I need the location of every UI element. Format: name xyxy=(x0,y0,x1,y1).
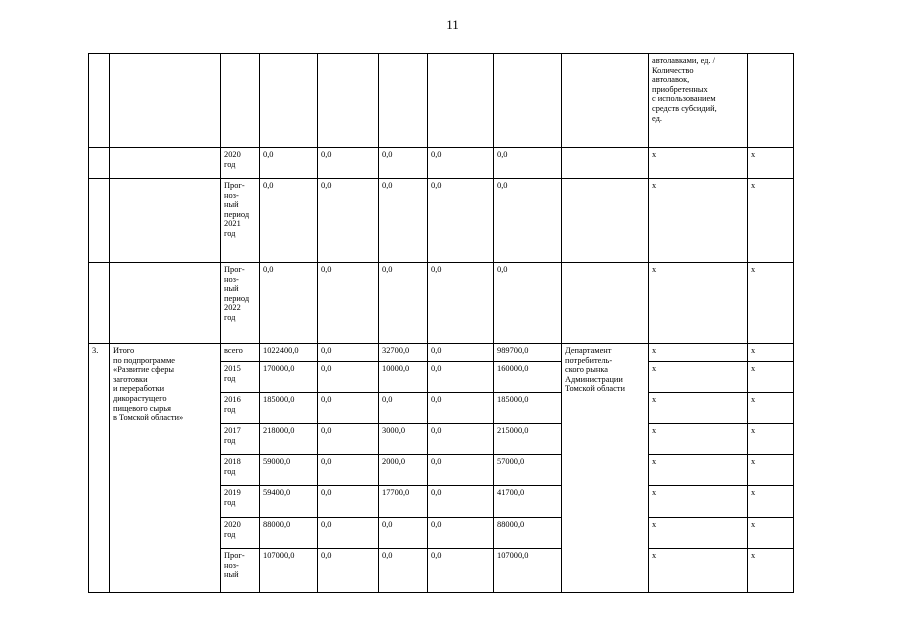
value-cell: 170000,0 xyxy=(260,362,318,393)
value-cell: 215000,0 xyxy=(494,424,562,455)
mark-cell: х xyxy=(748,424,794,455)
value-cell: 0,0 xyxy=(428,393,494,424)
indicator-cell: автолавками, ед. / Количество автолавок, приобретенных с использованием средств субсидий, ед. xyxy=(649,54,748,148)
value-cell: 0,0 xyxy=(379,549,428,593)
year-cell: 2020 год xyxy=(221,148,260,179)
mark-cell: х xyxy=(649,263,748,344)
value-cell: 0,0 xyxy=(494,148,562,179)
mark-cell: х xyxy=(649,393,748,424)
year-cell: 2019 год xyxy=(221,486,260,518)
value-cell: 3000,0 xyxy=(379,424,428,455)
mark-cell: х xyxy=(649,362,748,393)
value-cell: 0,0 xyxy=(428,518,494,549)
mark-cell: х xyxy=(748,455,794,486)
value-cell: 0,0 xyxy=(428,424,494,455)
value-cell: 0,0 xyxy=(379,148,428,179)
subprogram-name: Итого по подпрограмме «Развитие сферы заготовки и переработки дикорастущего пищевого сырья в Томской области» xyxy=(110,344,221,593)
value-cell: 0,0 xyxy=(318,148,379,179)
mark-cell: х xyxy=(649,486,748,518)
table-row xyxy=(89,54,794,148)
value-cell: 107000,0 xyxy=(494,549,562,593)
mark-cell: х xyxy=(748,549,794,593)
value-cell: 185000,0 xyxy=(494,393,562,424)
year-cell: 2017 год xyxy=(221,424,260,455)
mark-cell: х xyxy=(748,179,794,263)
value-cell: 989700,0 xyxy=(494,344,562,362)
mark-cell: х xyxy=(748,148,794,179)
table-row xyxy=(89,263,794,344)
executor-cell xyxy=(562,54,649,148)
year-cell: Прог- ноз- ный период 2022 год xyxy=(221,263,260,344)
value-cell: 0,0 xyxy=(428,263,494,344)
value-cell: 0,0 xyxy=(494,263,562,344)
value-cell: 218000,0 xyxy=(260,424,318,455)
value-cell: 0,0 xyxy=(260,148,318,179)
mark-cell: х xyxy=(649,179,748,263)
value-cell: 0,0 xyxy=(379,179,428,263)
value-cell: 0,0 xyxy=(318,179,379,263)
year-cell: всего xyxy=(221,344,260,362)
value-cell: 0,0 xyxy=(318,393,379,424)
mark-cell: х xyxy=(649,549,748,593)
mark-cell: х xyxy=(649,424,748,455)
value-cell: 0,0 xyxy=(260,263,318,344)
value-cell: 0,0 xyxy=(379,518,428,549)
value-cell: 59000,0 xyxy=(260,455,318,486)
value-cell: 88000,0 xyxy=(260,518,318,549)
budget-table xyxy=(88,53,794,593)
name-cell xyxy=(110,54,221,148)
table-row xyxy=(89,179,794,263)
mark-cell: х xyxy=(748,362,794,393)
number-cell xyxy=(89,54,110,148)
value-cell: 10000,0 xyxy=(379,362,428,393)
value-cell: 107000,0 xyxy=(260,549,318,593)
value-cell: 0,0 xyxy=(318,486,379,518)
value-cell: 0,0 xyxy=(428,549,494,593)
year-cell: 2015 год xyxy=(221,362,260,393)
row-number: 3. xyxy=(89,344,110,593)
table-row xyxy=(89,148,794,179)
value-cell: 88000,0 xyxy=(494,518,562,549)
mark-cell: х xyxy=(748,344,794,362)
value-cell: 32700,0 xyxy=(379,344,428,362)
page-number: 11 xyxy=(446,17,459,32)
value-cell: 0,0 xyxy=(428,344,494,362)
mark-cell: х xyxy=(748,518,794,549)
value-cell: 0,0 xyxy=(428,486,494,518)
value-cell: 59400,0 xyxy=(260,486,318,518)
value-cell: 0,0 xyxy=(379,263,428,344)
mark-cell: х xyxy=(748,486,794,518)
value-cell: 0,0 xyxy=(428,362,494,393)
value-cell: 0,0 xyxy=(379,393,428,424)
year-cell: 2020 год xyxy=(221,518,260,549)
value-cell: 0,0 xyxy=(260,179,318,263)
mark-cell: х xyxy=(649,344,748,362)
value-cell: 185000,0 xyxy=(260,393,318,424)
value-cell: 0,0 xyxy=(428,179,494,263)
year-cell: Прог- ноз- ный период 2021 год xyxy=(221,179,260,263)
mark-cell: х xyxy=(649,518,748,549)
value-cell: 57000,0 xyxy=(494,455,562,486)
value-cell: 1022400,0 xyxy=(260,344,318,362)
year-cell: Прог- ноз- ный xyxy=(221,549,260,593)
mark-cell: х xyxy=(649,455,748,486)
table-row xyxy=(89,344,794,362)
value-cell: 160000,0 xyxy=(494,362,562,393)
value-cell: 0,0 xyxy=(494,179,562,263)
value-cell: 0,0 xyxy=(318,362,379,393)
mark-cell: х xyxy=(748,393,794,424)
year-cell: 2016 год xyxy=(221,393,260,424)
value-cell: 0,0 xyxy=(318,549,379,593)
value-cell: 0,0 xyxy=(318,263,379,344)
value-cell: 0,0 xyxy=(318,518,379,549)
mark-cell: х xyxy=(748,263,794,344)
year-cell: 2018 год xyxy=(221,455,260,486)
value-cell: 41700,0 xyxy=(494,486,562,518)
value-cell: 0,0 xyxy=(318,424,379,455)
mark-cell: х xyxy=(649,148,748,179)
value-cell: 2000,0 xyxy=(379,455,428,486)
value-cell: 0,0 xyxy=(318,344,379,362)
executor-name: Департамент потребитель- ского рынка Администрации Томской области xyxy=(562,344,649,593)
value-cell: 17700,0 xyxy=(379,486,428,518)
value-cell: 0,0 xyxy=(428,455,494,486)
value-cell: 0,0 xyxy=(318,455,379,486)
value-cell: 0,0 xyxy=(428,148,494,179)
